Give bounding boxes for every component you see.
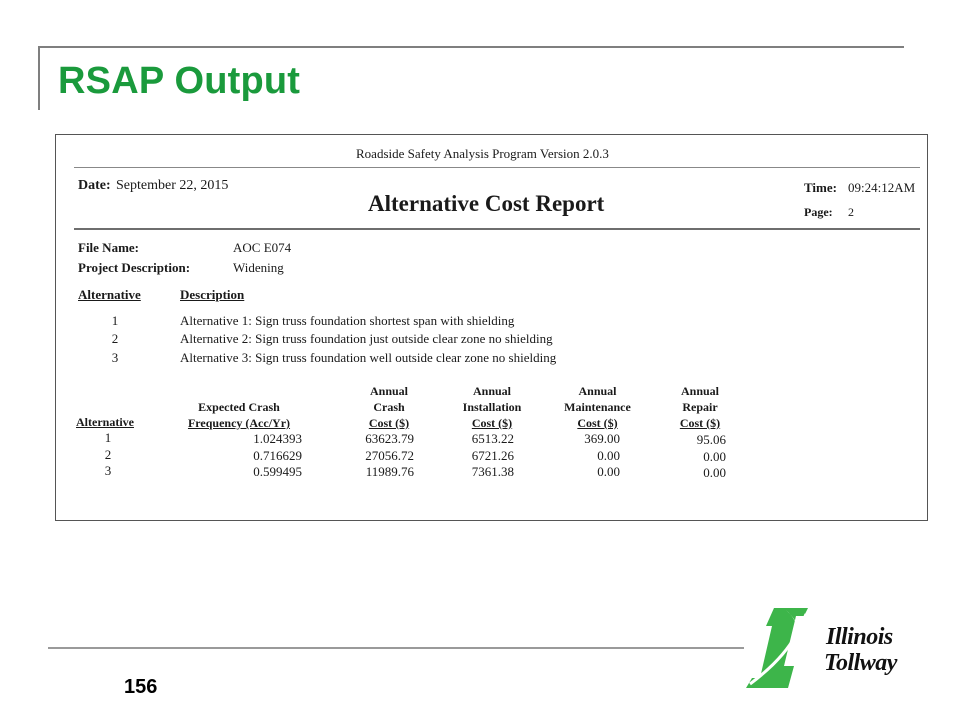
file-name-value: AOC E074	[233, 240, 292, 255]
table-cell-frequency: 0.599495	[253, 464, 302, 479]
table-cell-crash-cost: 11989.76	[365, 464, 414, 479]
table-cell-alternative: 2	[104, 447, 112, 462]
slide-left-rule	[38, 46, 40, 110]
illinois-tollway-logo	[744, 606, 914, 692]
table-header-alternative: Alternative	[76, 415, 134, 429]
alternative-number: 3	[111, 350, 119, 365]
report-title: Alternative Cost Report	[368, 191, 605, 216]
table-cell-installation-cost: 6513.22	[471, 431, 514, 446]
table-cell-crash-cost: 63623.79	[365, 431, 414, 446]
table-cell-maintenance-cost: 0.00	[597, 448, 620, 463]
alternative-description: Alternative 2: Sign truss foundation just outside clear zone no shielding	[180, 331, 553, 346]
logo-text-tollway: Tollway	[824, 650, 897, 676]
table-cell-maintenance-cost: 369.00	[584, 431, 620, 446]
alternatives-header: Alternative	[78, 287, 141, 302]
slide-top-rule	[40, 46, 904, 48]
page-label: Page:	[804, 205, 833, 219]
slide-title: RSAP Output	[58, 60, 301, 102]
report-divider-header	[74, 228, 920, 230]
project-description-value: Widening	[233, 260, 284, 275]
table-header-installation-cost: Annual Installation Cost ($)	[462, 384, 522, 430]
table-cell-installation-cost: 7361.38	[471, 464, 514, 479]
page-number: 156	[124, 676, 158, 698]
alternative-description: Alternative 3: Sign truss foundation well outside clear zone no shielding	[180, 350, 557, 365]
table-cell-repair-cost: 0.00	[703, 465, 726, 480]
alternative-description: Alternative 1: Sign truss foundation shortest span with shielding	[180, 313, 515, 328]
time-label: Time:	[804, 180, 837, 195]
table-cell-crash-cost: 27056.72	[365, 448, 414, 463]
logo-text-illinois: Illinois	[826, 624, 893, 650]
report-scan	[55, 134, 928, 521]
slide-bottom-rule	[48, 647, 744, 649]
report-divider-top	[74, 167, 920, 168]
program-name: Roadside Safety Analysis Program Version 2.0.3	[356, 146, 609, 161]
file-name-label: File Name:	[78, 240, 140, 255]
time-value: 09:24:12AM	[848, 180, 916, 195]
table-cell-installation-cost: 6721.26	[471, 448, 514, 463]
description-header: Description	[180, 287, 245, 302]
date-value: September 22, 2015	[116, 178, 229, 193]
project-description-label: Project Description:	[78, 260, 191, 275]
alternative-number: 1	[111, 313, 119, 328]
table-cell-frequency: 1.024393	[253, 431, 302, 446]
table-header-frequency: Expected Crash Frequency (Acc/Yr)	[187, 400, 291, 430]
table-cell-maintenance-cost: 0.00	[597, 464, 620, 479]
page-value: 2	[848, 205, 854, 219]
table-cell-repair-cost: 95.06	[696, 432, 726, 447]
table-cell-alternative: 3	[104, 463, 112, 478]
table-cell-frequency: 0.716629	[253, 448, 302, 463]
table-header-crash-cost: Annual Crash Cost ($)	[368, 384, 410, 430]
date-label: Date:	[78, 178, 111, 193]
alternative-number: 2	[111, 331, 119, 346]
tollway-i-mark-icon	[744, 606, 834, 692]
table-header-maintenance-cost: Annual Maintenance Cost ($)	[564, 384, 631, 430]
table-cell-alternative: 1	[104, 430, 112, 445]
table-header-repair-cost: Annual Repair Cost ($)	[679, 384, 721, 430]
table-cell-repair-cost: 0.00	[703, 449, 726, 464]
